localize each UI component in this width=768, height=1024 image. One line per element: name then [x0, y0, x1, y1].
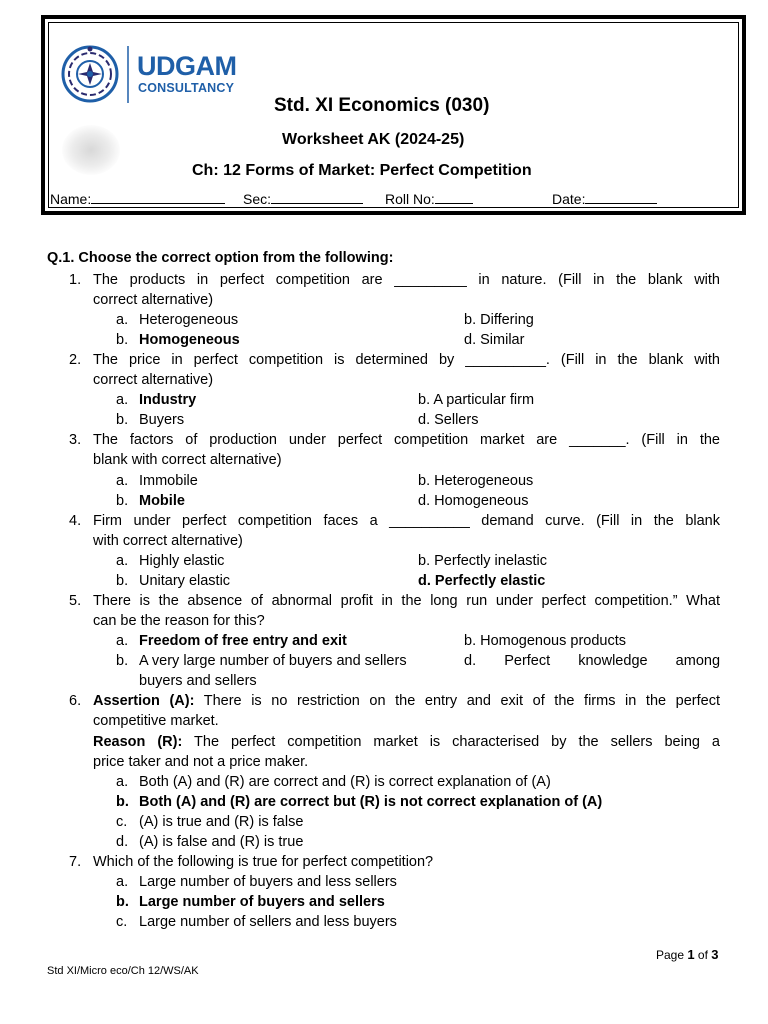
option-letter: a. [116, 392, 129, 408]
option-text [418, 472, 533, 490]
question-number: 6. [69, 693, 82, 709]
option-letter: a. [116, 312, 129, 328]
option-text-continued: buyers and sellers [139, 673, 257, 689]
question-text: The products in perfect competition are _________ in nature. (Fill in the blank with [93, 272, 720, 288]
sec-blank [271, 191, 363, 204]
option-label: Similar [480, 332, 525, 348]
option-letter: b. [464, 633, 477, 649]
option-letter: d. [464, 332, 477, 348]
option-letter: b. [418, 473, 431, 489]
question-text: blank with correct alternative) [93, 452, 282, 468]
question-number: 5. [69, 593, 82, 609]
reason-text: The perfect competition market is characterised by the sellers being a [182, 734, 720, 750]
option-text: Large number of buyers and less sellers [139, 874, 397, 890]
option-letter: d. [418, 573, 431, 589]
option-text: A very large number of buyers and sellers [139, 653, 407, 669]
option-letter: b. [116, 794, 129, 810]
option-text [464, 632, 626, 650]
roll-field[interactable] [385, 191, 473, 207]
option-letter: b. [116, 894, 129, 910]
option-label: Perfectly inelastic [434, 553, 547, 569]
logo-sub-text: CONSULTANCY [138, 81, 235, 95]
date-field[interactable] [552, 191, 657, 207]
option-letter: a. [116, 874, 129, 890]
page-number [656, 947, 719, 962]
name-label: Name: [50, 191, 92, 207]
question-text: with correct alternative) [93, 533, 243, 549]
of-word: of [694, 948, 712, 962]
question-text: correct alternative) [93, 372, 214, 388]
reason-label: Reason (R): [93, 734, 183, 750]
page-current: 1 [687, 947, 695, 962]
option-letter: b. [116, 573, 129, 589]
blurred-mark [62, 125, 120, 175]
option-text-answer: Mobile [139, 493, 185, 509]
option-letter: d. [116, 834, 129, 850]
page-word: Page [656, 948, 688, 962]
question-text: Firm under perfect competition faces a __________ demand curve. (Fill in the blank [93, 513, 720, 529]
option-text-answer: Freedom of free entry and exit [139, 633, 347, 649]
question-number: 4. [69, 513, 82, 529]
option-letter: b. [116, 493, 129, 509]
option-text-answer: Both (A) and (R) are correct but (R) is not correct explanation of (A) [139, 794, 603, 810]
option-letter: a. [116, 473, 129, 489]
option-label: Perfect knowledge among [504, 653, 721, 669]
page-total: 3 [711, 947, 719, 962]
question-text: Which of the following is true for perfect competition? [93, 854, 434, 870]
question-text: The price in perfect competition is determined by __________. (Fill in the blank with [93, 352, 720, 368]
worksheet-title: Worksheet AK (2024-25) [282, 131, 465, 148]
option-letter: a. [116, 633, 129, 649]
option-letter: c. [116, 914, 128, 930]
footer-reference: Std XI/Micro eco/Ch 12/WS/AK [47, 965, 199, 977]
option-label: Homogeneous [434, 493, 529, 509]
option-letter: b. [418, 553, 431, 569]
option-label: Homogenous products [480, 633, 627, 649]
assertion-line [93, 691, 720, 711]
question-number: 3. [69, 432, 82, 448]
option-letter: d. [464, 653, 477, 669]
reason-line [93, 732, 720, 752]
option-text-answer: Industry [139, 392, 197, 408]
chapter-title: Ch: 12 Forms of Market: Perfect Competition [192, 162, 532, 179]
reason-text: price taker and not a price maker. [93, 754, 309, 770]
question-text: correct alternative) [93, 292, 214, 308]
question-text: can be the reason for this? [93, 613, 265, 629]
option-text [464, 311, 534, 329]
name-blank [91, 191, 225, 204]
assertion-label: Assertion (A): [93, 693, 195, 709]
page-title: Std. XI Economics (030) [274, 95, 490, 116]
option-letter: a. [116, 553, 129, 569]
roll-blank [435, 191, 473, 204]
logo-main-text: UDGAM [137, 51, 237, 81]
sec-field[interactable] [243, 191, 363, 207]
question-text: The factors of production under perfect competition market are _______. (Fill in the [93, 432, 720, 448]
assertion-text: competitive market. [93, 713, 219, 729]
option-letter: b. [418, 392, 431, 408]
option-label: Sellers [434, 412, 479, 428]
option-text: Immobile [139, 473, 198, 489]
question-number: 1. [69, 272, 82, 288]
option-text: Large number of sellers and less buyers [139, 914, 397, 930]
option-text [464, 331, 524, 349]
option-text [418, 492, 528, 510]
option-letter: c. [116, 814, 128, 830]
option-text-answer [418, 572, 545, 590]
option-letter: a. [116, 774, 129, 790]
option-text: Buyers [139, 412, 185, 428]
option-label: Perfectly elastic [434, 573, 546, 589]
date-blank [585, 191, 657, 204]
roll-label: Roll No: [385, 191, 435, 207]
question-text: There is the absence of abnormal profit in the long run under perfect competition.” What [93, 593, 720, 609]
name-field[interactable] [50, 191, 225, 207]
option-text [464, 652, 720, 670]
option-label: Heterogeneous [434, 473, 534, 489]
option-text: (A) is true and (R) is false [139, 814, 304, 830]
sec-label: Sec: [243, 191, 272, 207]
option-text [418, 411, 478, 429]
option-text-answer: Homogeneous [139, 332, 240, 348]
option-text [418, 391, 534, 409]
option-text: (A) is false and (R) is true [139, 834, 304, 850]
option-letter: d. [418, 412, 431, 428]
date-label: Date: [552, 191, 586, 207]
option-letter: b. [116, 653, 129, 669]
option-text: Both (A) and (R) are correct and (R) is correct explanation of (A) [139, 774, 551, 790]
section-heading: Q.1. Choose the correct option from the following: [47, 250, 394, 266]
udgam-logo [60, 43, 250, 105]
option-letter: d. [418, 493, 431, 509]
option-letter: b. [116, 332, 129, 348]
option-letter: b. [464, 312, 477, 328]
option-text: Heterogeneous [139, 312, 239, 328]
option-label: Differing [480, 312, 534, 328]
question-number: 2. [69, 352, 82, 368]
option-text: Unitary elastic [139, 573, 231, 589]
assertion-text: There is no restriction on the entry and exit of the firms in the perfect [194, 693, 720, 709]
option-label: A particular firm [433, 392, 535, 408]
option-letter: b. [116, 412, 129, 428]
question-number: 7. [69, 854, 82, 870]
option-text: Highly elastic [139, 553, 225, 569]
option-text [418, 552, 547, 570]
option-text-answer: Large number of buyers and sellers [139, 894, 385, 910]
